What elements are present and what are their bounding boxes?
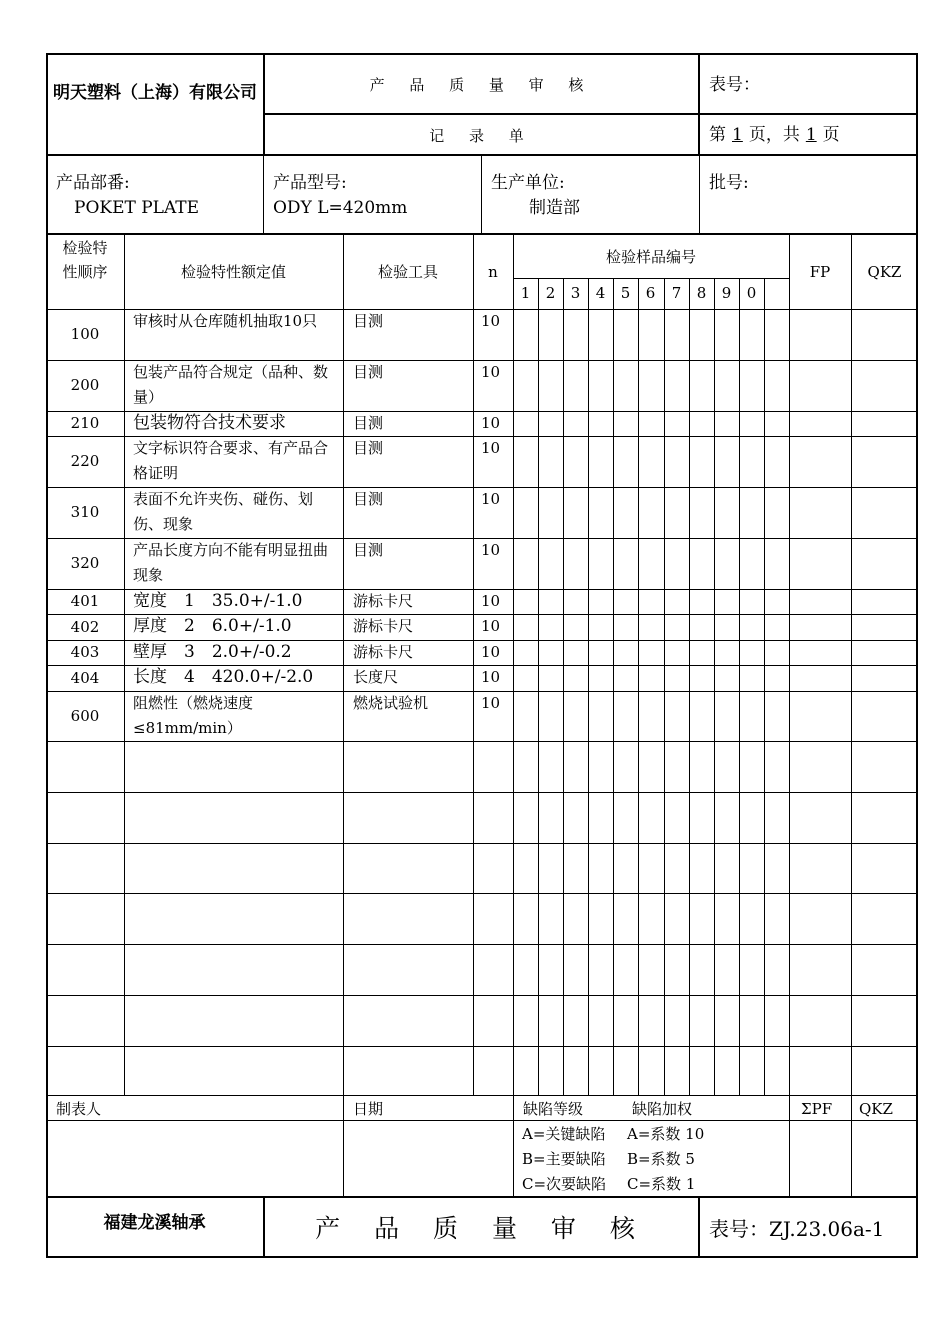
row-spec: 包装产品符合规定（品种、数量） [133, 363, 329, 406]
table-column-line [563, 278, 564, 1095]
row-seq: 220 [70, 452, 100, 470]
table-column-line [664, 278, 665, 1095]
sample-number: 3 [570, 284, 581, 302]
row-seq: 403 [70, 643, 100, 661]
defect-grade: B=主要缺陷 [522, 1150, 606, 1168]
part-number-value: POKET PLATE [74, 198, 200, 218]
row-n: 10 [481, 414, 501, 432]
row-n: 10 [481, 541, 501, 559]
header-divider [46, 154, 918, 156]
form-title-top: 产 品 质 量 审 核 [369, 76, 594, 94]
footer-divider [698, 1196, 700, 1258]
defect-grade-label: 缺陷等级 [523, 1100, 584, 1118]
sample-number: 2 [545, 284, 556, 302]
table-row-line [46, 741, 918, 742]
col-header-n: n [488, 263, 498, 281]
defect-grade: C=次要缺陷 [522, 1175, 607, 1193]
batch-label: 批号: [709, 173, 749, 193]
page-indicator: 第 1 页，共 1 页 [709, 125, 840, 145]
header-divider [698, 53, 700, 155]
row-tool: 目测 [353, 312, 384, 330]
row-seq: 320 [70, 554, 100, 572]
date-label: 日期 [353, 1100, 384, 1118]
row-n: 10 [481, 439, 501, 457]
bottom-form-number: 表号：ZJ.23.06a-1 [709, 1217, 885, 1241]
info-divider [46, 233, 918, 235]
model-value: ODY L=420mm [273, 198, 408, 218]
sample-number: 5 [620, 284, 631, 302]
row-tool: 燃烧试验机 [353, 694, 429, 712]
row-tool: 目测 [353, 363, 384, 381]
form-number-label: 表号： [709, 75, 760, 95]
company-name: 明天塑料（上海）有限公司 [53, 83, 257, 103]
row-n: 10 [481, 617, 501, 635]
row-n: 10 [481, 363, 501, 381]
footer-divider [343, 1095, 344, 1196]
row-spec: 壁厚 3 2.0+/-0.2 [133, 642, 292, 662]
row-n: 10 [481, 668, 501, 686]
table-row-line [46, 893, 918, 894]
sample-number: 8 [696, 284, 707, 302]
col-header-samples: 检验样品编号 [605, 248, 696, 266]
row-spec: 包装物符合技术要求 [133, 413, 286, 433]
row-seq: 401 [70, 592, 100, 610]
info-divider [263, 155, 264, 234]
defect-weight: C=系数 1 [627, 1175, 696, 1193]
info-divider [481, 155, 482, 234]
table-column-line [638, 278, 639, 1095]
row-tool: 目测 [353, 439, 384, 457]
row-n: 10 [481, 643, 501, 661]
row-seq: 210 [70, 414, 100, 432]
row-tool: 目测 [353, 490, 384, 508]
info-divider [699, 155, 700, 234]
footer-divider [46, 1120, 918, 1121]
col-header-qkz: QKZ [867, 263, 902, 281]
table-row-line [46, 944, 918, 945]
header-divider [263, 113, 918, 115]
footer-divider [789, 1095, 790, 1196]
col-header-seq: 检验特性顺序 [62, 239, 108, 281]
table-column-line [689, 278, 690, 1095]
table-row-line [46, 1095, 918, 1096]
row-n: 10 [481, 694, 501, 712]
row-spec: 宽度 1 35.0+/-1.0 [133, 591, 303, 611]
row-tool: 游标卡尺 [353, 617, 414, 635]
sample-number: 7 [671, 284, 682, 302]
sample-number: 1 [520, 284, 531, 302]
row-n: 10 [481, 312, 501, 330]
sample-number: 4 [595, 284, 606, 302]
table-column-line [538, 278, 539, 1095]
row-spec: 阻燃性（燃烧速度≤81mm/min） [133, 694, 254, 737]
table-row-line [46, 792, 918, 793]
row-seq: 404 [70, 668, 100, 687]
row-seq: 200 [70, 376, 100, 394]
table-row-line [46, 843, 918, 844]
row-seq: 402 [70, 617, 100, 636]
col-header-tool: 检验工具 [377, 263, 438, 281]
table-column-line [613, 278, 614, 1095]
defect-grade: A=关键缺陷 [522, 1125, 606, 1143]
defect-weight: A=系数 10 [627, 1125, 705, 1143]
row-spec: 产品长度方向不能有明显扭曲现象 [133, 541, 329, 584]
row-spec: 表面不允许夹伤、碰伤、划伤、现象 [133, 490, 314, 533]
sample-number: 9 [721, 284, 732, 302]
production-unit-value: 制造部 [529, 198, 580, 218]
row-seq: 600 [70, 706, 100, 725]
bottom-form-title: 产 品 质 量 审 核 [315, 1214, 648, 1243]
part-number-label: 产品部番: [56, 173, 130, 193]
table-row-line [46, 1046, 918, 1047]
row-tool: 目测 [353, 541, 384, 559]
sample-number: 0 [746, 284, 757, 302]
table-column-line [739, 278, 740, 1095]
col-header-spec: 检验特性额定值 [180, 263, 286, 281]
row-spec: 文字标识符合要求、有产品合格证明 [133, 439, 329, 482]
maker-label: 制表人 [56, 1100, 102, 1118]
row-seq: 100 [70, 325, 100, 343]
row-seq: 310 [70, 503, 100, 521]
col-header-fp: FP [809, 263, 831, 281]
sample-header-divider [513, 278, 789, 279]
row-tool: 目测 [353, 414, 384, 432]
model-label: 产品型号: [273, 173, 347, 193]
row-tool: 长度尺 [353, 668, 399, 686]
row-spec: 长度 4 420.0+/-2.0 [133, 667, 314, 687]
table-column-line [588, 278, 589, 1095]
sum-pf-label: ΣPF [801, 1100, 833, 1118]
row-n: 10 [481, 490, 501, 508]
footer-divider [513, 1095, 514, 1196]
row-n: 10 [481, 592, 501, 610]
footer-divider [46, 1196, 918, 1198]
row-tool: 游标卡尺 [353, 592, 414, 610]
bottom-company-name: 福建龙溪轴承 [103, 1213, 206, 1233]
form-title-bottom: 记 录 单 [429, 127, 534, 145]
row-tool: 游标卡尺 [353, 643, 414, 661]
table-row-line [46, 995, 918, 996]
defect-weight: B=系数 5 [627, 1150, 695, 1168]
production-unit-label: 生产单位: [491, 173, 565, 193]
footer-divider [851, 1095, 852, 1196]
defect-weight-label: 缺陷加权 [632, 1100, 693, 1118]
table-column-line [714, 278, 715, 1095]
qkz-footer-label: QKZ [859, 1100, 893, 1118]
table-column-line [764, 278, 765, 1095]
row-spec: 厚度 2 6.0+/-1.0 [133, 616, 292, 636]
row-spec: 审核时从仓库随机抽取10只 [133, 312, 318, 330]
sample-number: 6 [645, 284, 656, 302]
